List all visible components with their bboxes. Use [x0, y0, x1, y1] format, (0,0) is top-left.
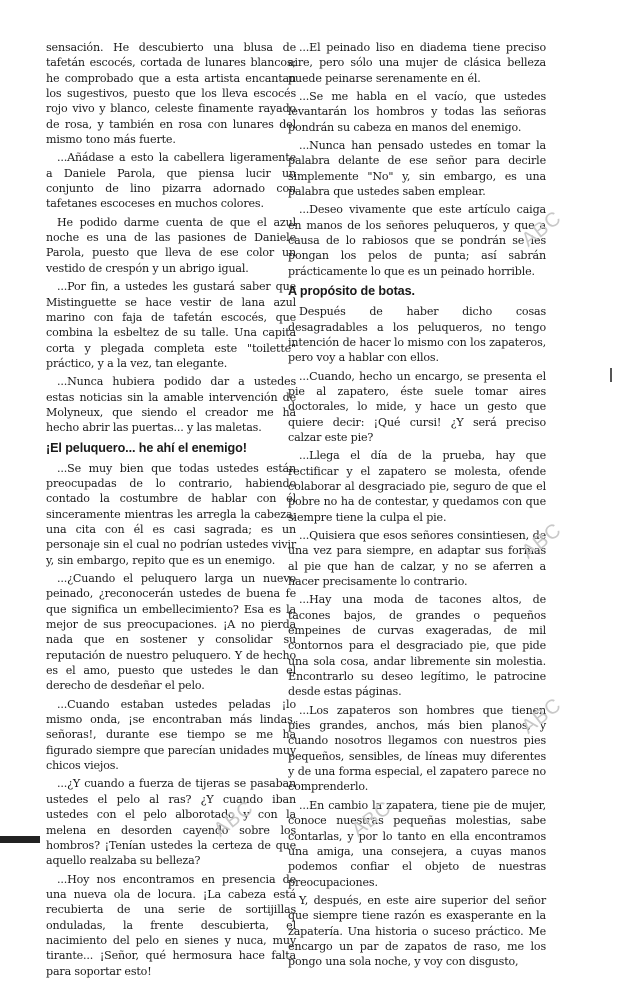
watermark: ABC — [517, 206, 566, 252]
page-edge-mark — [604, 368, 612, 382]
paragraph: ...¿Y cuando a fuerza de tijeras se pasaban ustedes el pelo al ras? ¿Y cuando iban ustedes con el pelo alborotado y con la melena en desorden cayendo sobre los hombros? ¡Tenían ustedes la certeza de que aquello realzaba su belleza? — [46, 777, 296, 868]
paragraph: ...Llega el día de la prueba, hay que rectificar y el zapatero se molesta, ofende colaborar al desgraciado pie, seguro de que el pobre no ha de contestar, y quedamos con que siempre tiene la culpa el pie. — [288, 449, 546, 524]
paragraph: ...Quisiera que esos señores consintiesen, de una vez para siempre, en adaptar sus formas al pie que han de calzar, y no se aferren a hacer precisamente lo contrario. — [288, 528, 546, 588]
watermark: ABC — [209, 796, 258, 842]
paragraph: ...Nunca hubiera podido dar a ustedes estas noticias sin la amable intervención de Molyneux, que siendo el creador me ha hecho abrir las puertas... y las maletas. — [46, 375, 296, 435]
paragraph: Y, después, en este aire superior del señor que siempre tiene razón es exasperante en la zapatería. Una historia o suceso práctico. Me encargo un par de zapatos de raso, me los pongo una sola noche, y voy con disgusto, — [288, 893, 546, 969]
paragraph: He podido darme cuenta de que el azul noche es una de las pasiones de Daniele Parola, puesto que lleva de ese color un vestido de crespón y un abrigo igual. — [46, 215, 296, 275]
paragraph: ...Añádase a esto la cabellera ligeramente a Daniele Parola, que piensa lucir un conjunto de lino pizarra adornado con tafetanes escoceses en muchos colores. — [46, 151, 296, 211]
paragraph: ...El peinado liso en diadema tiene preciso aire, pero sólo una mujer de clásica belleza puede peinarse serenamente en él. — [288, 41, 546, 85]
paragraph: ...Hay una moda de tacones altos, de tacones bajos, de grandes o pequeños empeines de curvas exageradas, de mil contornos para el desgraciado pie, que pide una sola cosa, andar libremente sin molestia. Encontrarlo su deseo legítimo, le patrocine desde estas páginas. — [288, 593, 546, 699]
paragraph: ...Los zapateros son hombres que tienen pies grandes, anchos, más bien planos, y cuando nosotros llegamos con nuestros pies pequeños, sensibles, de líneas muy diferentes y de una forma especial, el zapatero parece no comprenderlo. — [288, 703, 546, 794]
section-heading: A propósito de botas. — [288, 284, 415, 299]
paragraph: ...Hoy nos encontramos en presencia de una nueva ola de locura. ¡La cabeza está recubierta de una serie de sortijillas onduladas, la frente descubierta, el nacimiento del pelo en sienes y nuca, muy tirante... ¡Señor, qué hermosura hace falta para soportar esto! — [46, 872, 296, 978]
paragraph: ...En cambio la zapatera, tiene pie de mujer, conoce nuestras pequeñas molestias, sabe contarlas, y por lo tanto en ella encontramos una amiga, una consejera, a cuyas manos podemos confiar el objeto de nuestras preocupaciones. — [288, 798, 546, 889]
watermark: ABC — [347, 796, 396, 842]
paragraph: ...Cuando estaban ustedes peladas ¡lo mismo onda, ¡se encontraban más lindas, señoras!, durante ese tiempo se me ha figurado siempre que parecían unidades muy chicos viejos. — [46, 697, 296, 773]
watermark: ABC — [517, 693, 566, 739]
paragraph: ...¿Cuando el peluquero larga un nuevo peinado, ¿reconocerán ustedes de buena fe que significa un embellecimiento? Esa es la mejor de sus preocupaciones. ¡A no pierda nada que en sostener y consolidar su reputación de nuestro peluquero. Y de hecho es el amo, puesto que ustedes le dan el derecho de desdeñar el pelo. — [46, 572, 296, 693]
paragraph: ...Por fin, a ustedes les gustará saber que Mistinguette se hace vestir de lana azul marino con faja de tafetán escocés, que combina la esbeltez de su talle. Una capita corta y plegada completa este "toilette" práctico, y a la vez, tan elegante. — [46, 280, 296, 370]
paragraph: sensación. He descubierto una blusa de tafetán escocés, cortada de lunares blancos; he comprobado que a esta artista encantan los sugestivos, puesto que los lleva escocés rojo vivo y blanco, celeste finamente rayado de rosa, y también en rosa con lunares del mismo tono más fuerte. — [46, 41, 296, 147]
paragraph: ...Deseo vivamente que este artículo caiga en manos de los señores peluqueros, y que a causa de lo rabiosos que se pondrán se les pongan los pelos de punta; así sabrán prácticamente lo que es un peinado horrible. — [288, 203, 546, 278]
paragraph: ...Se me habla en el vacío, que ustedes levantarán los hombros y todas las señoras pondrán su cabeza en manos del enemigo. — [288, 90, 546, 134]
right-column — [288, 40, 546, 973]
section-heading: ¡El peluquero... he ahí el enemigo! — [46, 440, 247, 455]
scan-edge-bar — [0, 836, 40, 843]
paragraph: ...Cuando, hecho un encargo, se presenta el pie al zapatero, éste suele tomar aires doctorales, lo mide, y hace un gesto que quiere decir: ¡Qué cursi! ¿Y será preciso calzar este pie? — [288, 369, 546, 444]
paragraph: ...Nunca han pensado ustedes en tomar la palabra delante de ese señor para decirle simplemente "No" y, sin embargo, es una palabra que ustedes saben emplear. — [288, 139, 546, 199]
paragraph: Después de haber dicho cosas desagradables a los peluqueros, no tengo intención de hacer lo mismo con los zapateros, pero voy a hablar con ellos. — [288, 305, 546, 365]
watermark: ABC — [517, 518, 566, 564]
left-column — [46, 40, 296, 982]
paragraph: ...Se muy bien que todas ustedes están preocupadas de lo contrario, habiendo contado la costumbre de hablar con él sinceramente mientras les arregla la cabeza; una cita con él es casi sagrada; es un personaje sin el cual no podrían ustedes vivir y, sin embargo, repito que es un enemigo. — [46, 461, 296, 567]
